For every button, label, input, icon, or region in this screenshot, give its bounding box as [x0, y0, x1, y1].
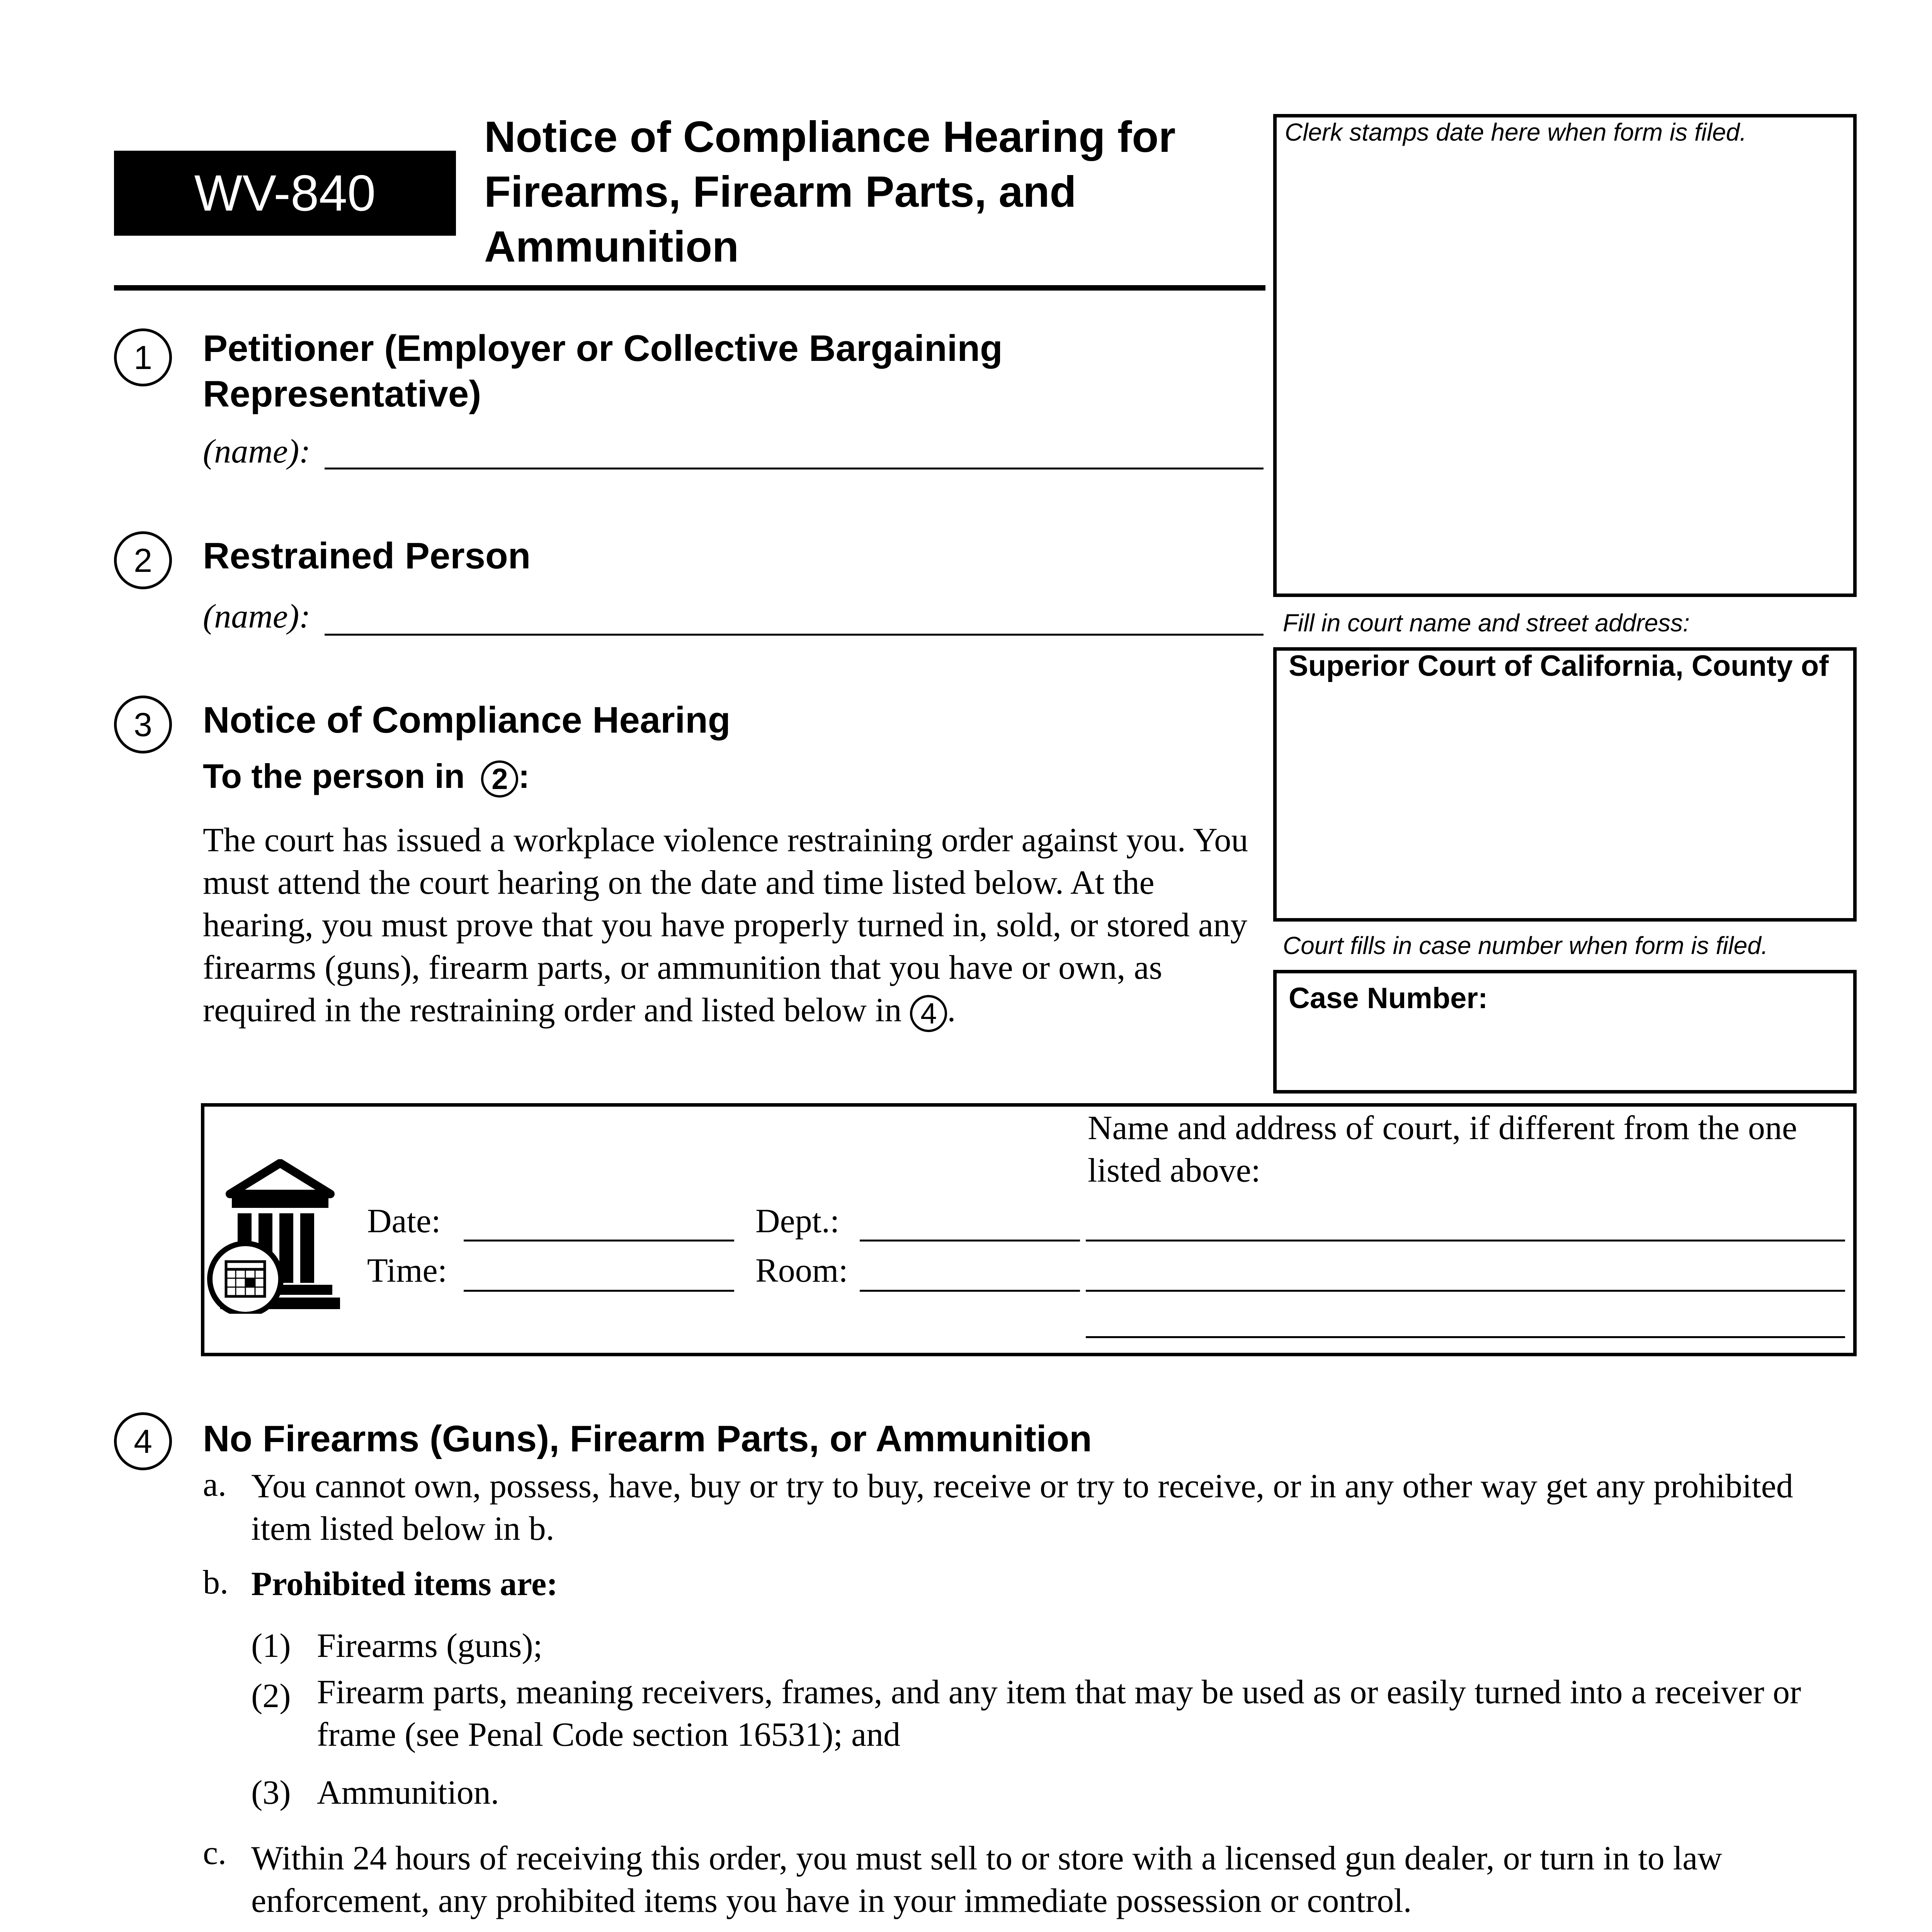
form-title [484, 109, 1257, 274]
hearing-room-label: Room: [755, 1252, 848, 1289]
section-1-heading-line-1: Petitioner (Employer or Collective Bargaining [203, 328, 1003, 369]
petitioner-name-field[interactable] [325, 468, 1264, 469]
item-c-letter: c. [203, 1834, 227, 1872]
court-name-label: Fill in court name and street address: [1283, 609, 1690, 637]
section-4-reference: 4 [910, 995, 947, 1032]
item-b-letter: b. [203, 1564, 228, 1601]
case-number-label: Case Number: [1289, 982, 1488, 1015]
section-1-number: 1 [114, 328, 172, 386]
section-3-paragraph-text: The court has issued a workplace violence restraining order against you. You must attend the court hearing on the date and time listed below. At the hearing, you must prove that you have properly turned in, sold, or stored any firearms (guns), firearm parts, or ammunition that you have or own, as required in the restraining order and listed below in [203, 821, 1248, 1029]
section-3-paragraph [203, 819, 1254, 1032]
courthouse-calendar-icon [207, 1159, 354, 1314]
section-3-subheading [203, 757, 530, 798]
section-1-heading [203, 326, 1246, 417]
alternate-court-line-3[interactable] [1086, 1336, 1845, 1338]
form-id: WV-840 [194, 165, 376, 221]
restrained-person-name-label: (name): [203, 598, 311, 635]
hearing-date-field[interactable] [464, 1240, 734, 1242]
item-c-text: Within 24 hours of receiving this order, you must sell to or store with a licensed gun dealer, or turn in to law enforcement, any prohibited items you have in your immediate possession or control. [251, 1840, 1722, 1920]
hearing-date-label: Date: [367, 1202, 441, 1240]
restrained-person-name-field[interactable] [325, 634, 1264, 636]
alternate-court-line-1[interactable] [1086, 1240, 1845, 1242]
section-3-heading: Notice of Compliance Hearing [203, 699, 731, 741]
section-4-heading: No Firearms (Guns), Firearm Parts, or Ammunition [203, 1418, 1092, 1459]
hearing-room-field[interactable] [860, 1290, 1080, 1292]
hearing-dept-label: Dept.: [755, 1202, 840, 1240]
hearing-time-label: Time: [367, 1252, 447, 1289]
alternate-court-line-2[interactable] [1086, 1290, 1845, 1292]
section-3-subheading-colon: : [518, 757, 530, 795]
prohibited-item-1-number: (1) [251, 1627, 291, 1665]
prohibited-item-2-text: Firearm parts, meaning receivers, frames, and any item that may be used as or easily turned into a receiver or frame (see Penal Code section 16531); and [317, 1673, 1801, 1753]
section-1-heading-line-2: Representative) [203, 373, 481, 415]
form-title-line-3: Ammunition [484, 222, 739, 271]
section-2-number: 2 [114, 531, 172, 589]
section-2-reference: 2 [481, 760, 518, 798]
petitioner-name-label: (name): [203, 433, 311, 470]
item-a-letter: a. [203, 1466, 227, 1503]
form-title-line-1: Notice of Compliance Hearing for [484, 112, 1176, 161]
prohibited-item-3-number: (3) [251, 1774, 291, 1811]
section-4-number: 4 [114, 1412, 172, 1470]
prohibited-item-2-number: (2) [251, 1677, 291, 1715]
item-b-text: Prohibited items are: [251, 1565, 558, 1603]
section-3-paragraph-end: . [947, 992, 956, 1029]
clerk-stamp-label: Clerk stamps date here when form is filed. [1285, 118, 1747, 146]
section-3-subheading-text: To the person in [203, 757, 465, 795]
hearing-dept-field[interactable] [860, 1240, 1080, 1242]
case-number-instruction: Court fills in case number when form is filed. [1283, 932, 1768, 959]
hearing-time-field[interactable] [464, 1290, 734, 1292]
section-2-heading: Restrained Person [203, 535, 531, 577]
clerk-stamp-box [1273, 114, 1857, 597]
alternate-court-label: Name and address of court, if different from the one listed above: [1088, 1109, 1797, 1189]
court-name-prefix: Superior Court of California, County of [1289, 650, 1829, 682]
prohibited-item-3-text: Ammunition. [317, 1774, 499, 1811]
header-divider [114, 285, 1265, 291]
section-3-number: 3 [114, 696, 172, 753]
item-a-text: You cannot own, possess, have, buy or try to buy, receive or try to receive, or in any other way get any prohibited item listed below in b. [251, 1468, 1793, 1548]
prohibited-item-1-text: Firearms (guns); [317, 1627, 543, 1665]
court-name-box[interactable] [1273, 647, 1857, 922]
form-title-line-2: Firearms, Firearm Parts, and [484, 167, 1077, 216]
